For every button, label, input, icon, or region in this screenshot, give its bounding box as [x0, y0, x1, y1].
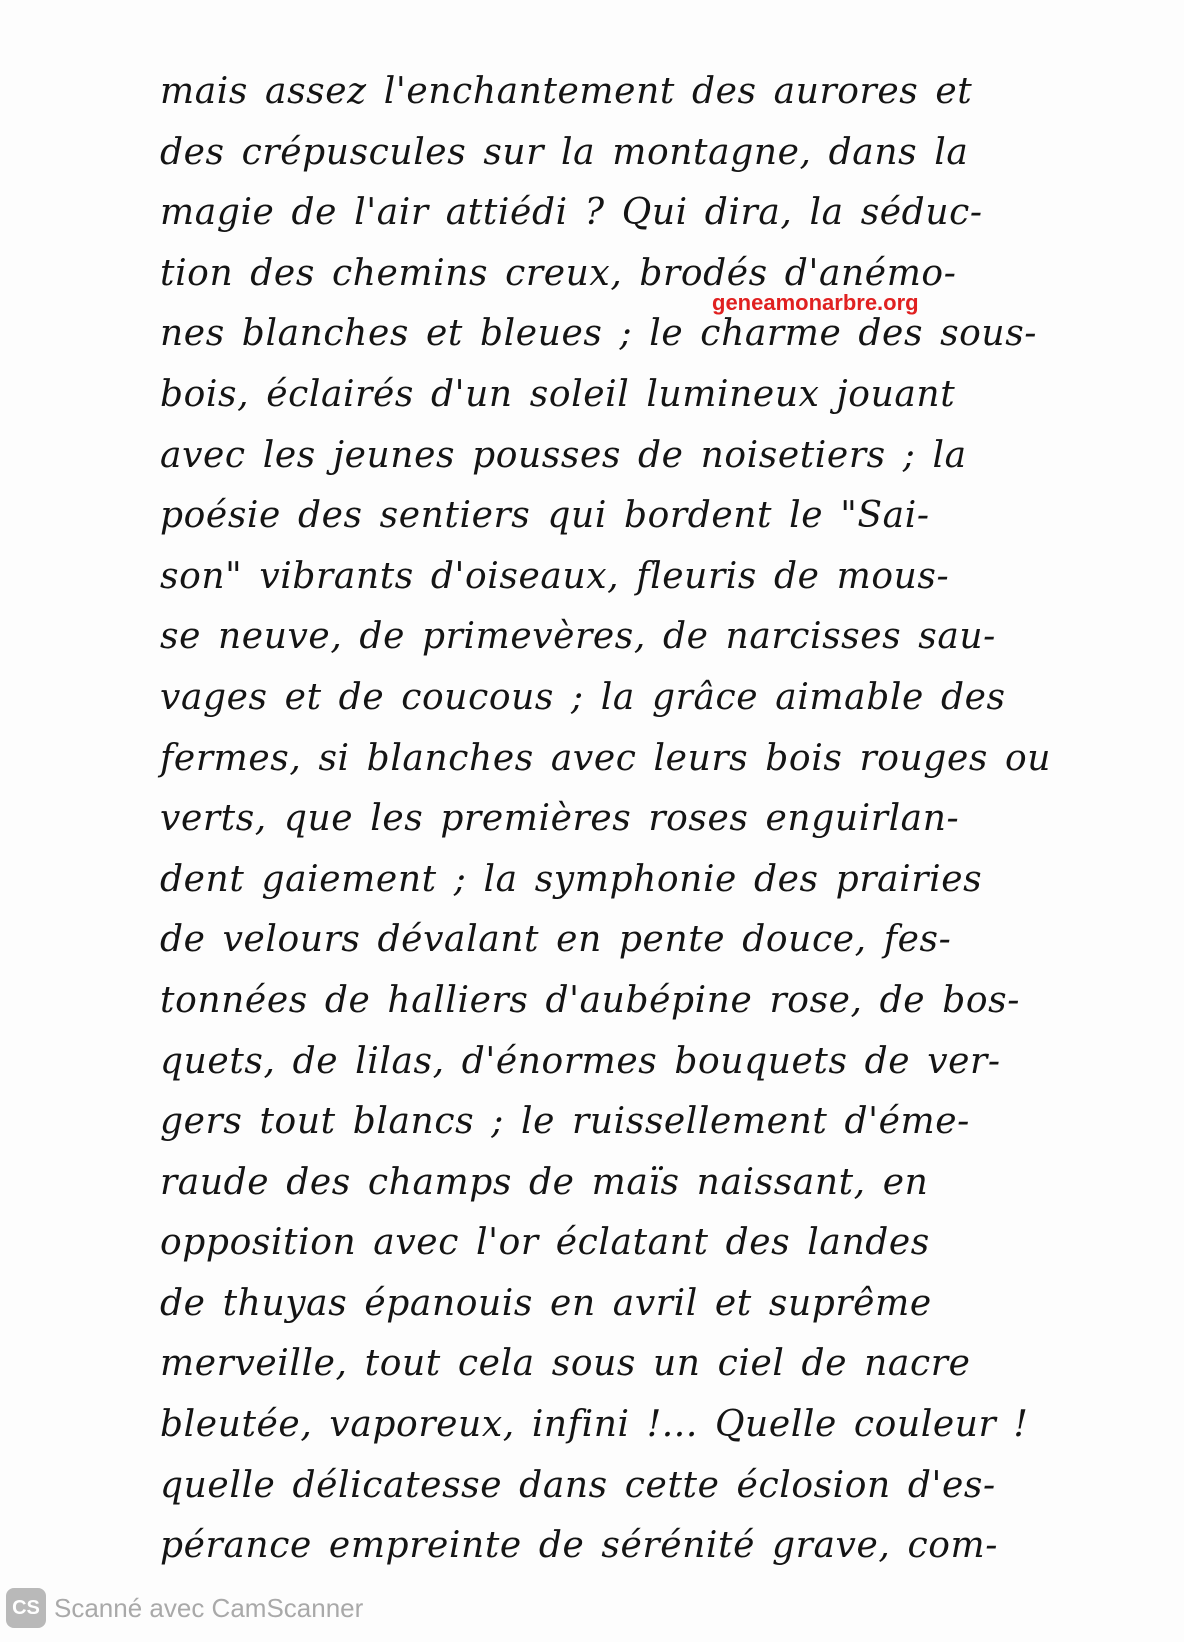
text-line: mais assez l'enchantement des aurores et — [160, 71, 973, 112]
text-line: se neuve, de primevères, de narcisses sau- — [160, 616, 996, 658]
text-line: tonnées de halliers d'aubépine rose, de bos- — [160, 979, 1020, 1021]
text-line: pérance empreinte de sérénité grave, com- — [160, 1525, 999, 1567]
text-line: son" vibrants d'oiseaux, fleuris de mous- — [160, 555, 950, 597]
text-line: raude des champs de maïs naissant, en — [160, 1161, 929, 1203]
text-line: de velours dévalant en pente douce, fes- — [160, 919, 952, 961]
text-line: de thuyas épanouis en avril et suprême — [160, 1282, 932, 1324]
text-line: avec les jeunes pousses de noisetiers ; la — [160, 434, 967, 476]
text-line: vages et de coucous ; la grâce aimable des — [160, 676, 1006, 718]
camscanner-label: Scanné avec CamScanner — [54, 1592, 364, 1623]
text-line: magie de l'air attiédi ? Qui dira, la séduc- — [160, 192, 983, 234]
text-line: opposition avec l'or éclatant des landes — [160, 1222, 930, 1264]
camscanner-logo-icon: CS — [6, 1588, 46, 1628]
camscanner-footer — [6, 1588, 363, 1628]
text-line: tion des chemins creux, brodés d'anémo- — [160, 252, 957, 294]
text-line: poésie des sentiers qui bordent le "Sai- — [160, 495, 930, 537]
watermark-url: geneamonarbre.org — [712, 290, 919, 315]
text-line: quets, de lilas, d'énormes bouquets de ver- — [160, 1040, 1001, 1082]
text-line: gers tout blancs ; le ruissellement d'éme- — [160, 1101, 970, 1143]
text-line: bois, éclairés d'un soleil lumineux jouant — [160, 373, 956, 415]
text-line: dent gaiement ; la symphonie des prairies — [160, 858, 983, 900]
text-line: fermes, si blanches avec leurs bois rouges ou — [160, 737, 1052, 779]
text-line: quelle délicatesse dans cette éclosion d'es- — [160, 1464, 996, 1506]
text-line: verts, que les premières roses enguirlan- — [160, 798, 960, 840]
text-line: des crépuscules sur la montagne, dans la — [160, 131, 969, 173]
text-line: bleutée, vaporeux, infini !... Quelle couleur ! — [160, 1404, 1029, 1446]
text-line: nes blanches et bleues ; le charme des sous- — [160, 313, 1038, 355]
text-line: merveille, tout cela sous un ciel de nacre — [160, 1343, 971, 1385]
